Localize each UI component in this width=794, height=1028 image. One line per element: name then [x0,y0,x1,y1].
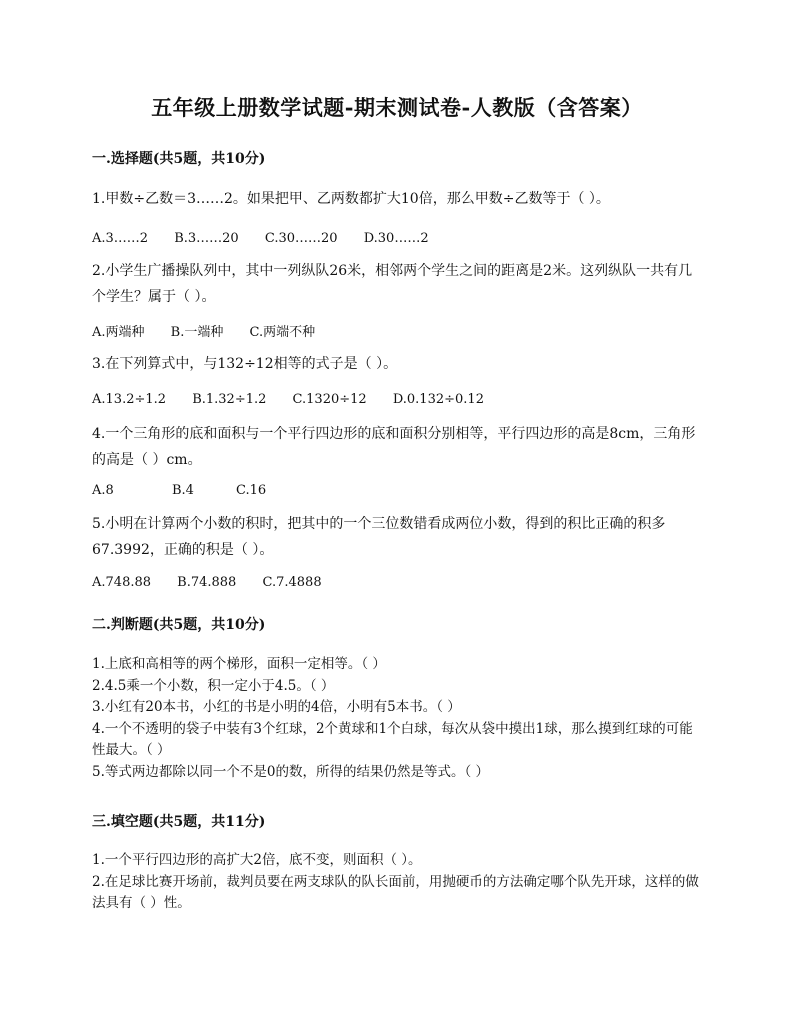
question-3: 3.在下列算式中，与132÷12相等的式子是（ ）。 [92,356,398,372]
option-a: A.3……2 [92,231,149,246]
question-4: 4.一个三角形的底和面积与一个平行四边形的底和面积分别相等，平行四边形的高是8cm，三角形的高是（ ）cm。 [92,426,696,468]
option-c: C.7.4888 [262,575,322,590]
option-b: B.4 [171,483,194,498]
option-a: A.8 [92,483,114,498]
option-c: C.两端不种 [249,325,316,340]
judge-list [92,654,704,783]
option-a: A.13.2÷1.2 [92,392,167,407]
list-item: 3.小红有20本书，小红的书是小明的4倍，小明有5本书。（ ） [92,699,461,715]
option-d: D.30……2 [363,231,429,246]
list-item: 2.在足球比赛开场前，裁判员要在两支球队的队长面前，用抛硬币的方法确定哪个队先开球，这样的做法具有（ ）性。 [92,873,699,911]
page-title: 五年级上册数学试题-期末测试卷-人教版（含答案） [151,95,643,120]
option-b: B.74.888 [177,575,237,590]
question-5-options [92,575,344,590]
option-b: B.1.32÷1.2 [192,392,267,407]
option-b: B.3……20 [174,231,239,246]
option-c: C.16 [236,483,267,498]
section-heading-choice: 一.选择题(共5题，共10分) [92,151,266,167]
option-d: D.0.132÷0.12 [392,392,484,407]
question-5: 5.小明在计算两个小数的积时，把其中的一个三位数错看成两位小数，得到的积比正确的积多67.3992，正确的积是（ ）。 [92,516,666,558]
fill-list [92,850,704,915]
option-c: C.30……20 [264,231,338,246]
list-item: 4.一个不透明的袋子中装有3个红球，2个黄球和1个白球，每次从袋中摸出1球，那么摸到红球的可能性最大。（ ） [92,720,693,758]
list-item: 1.上底和高相等的两个梯形，面积一定相等。（ ） [92,656,386,672]
question-3-options [92,392,506,407]
option-c: C.1320÷12 [292,392,367,407]
question-2: 2.小学生广播操队列中，其中一列纵队26米，相邻两个学生之间的距离是2米。这列纵队一共有几个学生？属于（ ）。 [92,263,693,305]
question-1: 1.甲数÷乙数＝3……2。如果把甲、乙两数都扩大10倍，那么甲数÷乙数等于（ ）。 [92,191,610,207]
question-2-options [92,321,337,340]
question-1-options [92,231,451,246]
option-a: A.两端种 [92,325,145,340]
question-4-options [92,483,288,498]
option-b: B.一端种 [170,325,224,340]
list-item: 2.4.5乘一个小数，积一定小于4.5。（ ） [92,677,335,694]
option-a: A.748.88 [92,575,152,590]
list-item: 5.等式两边都除以同一个不是0的数，所得的结果仍然是等式。（ ） [92,763,490,780]
section-heading-judge: 二.判断题(共5题，共10分) [92,617,266,633]
list-item: 1.一个平行四边形的高扩大2倍，底不变，则面积（ ）。 [92,852,422,868]
section-heading-fill: 三.填空题(共5题，共11分) [92,814,266,830]
